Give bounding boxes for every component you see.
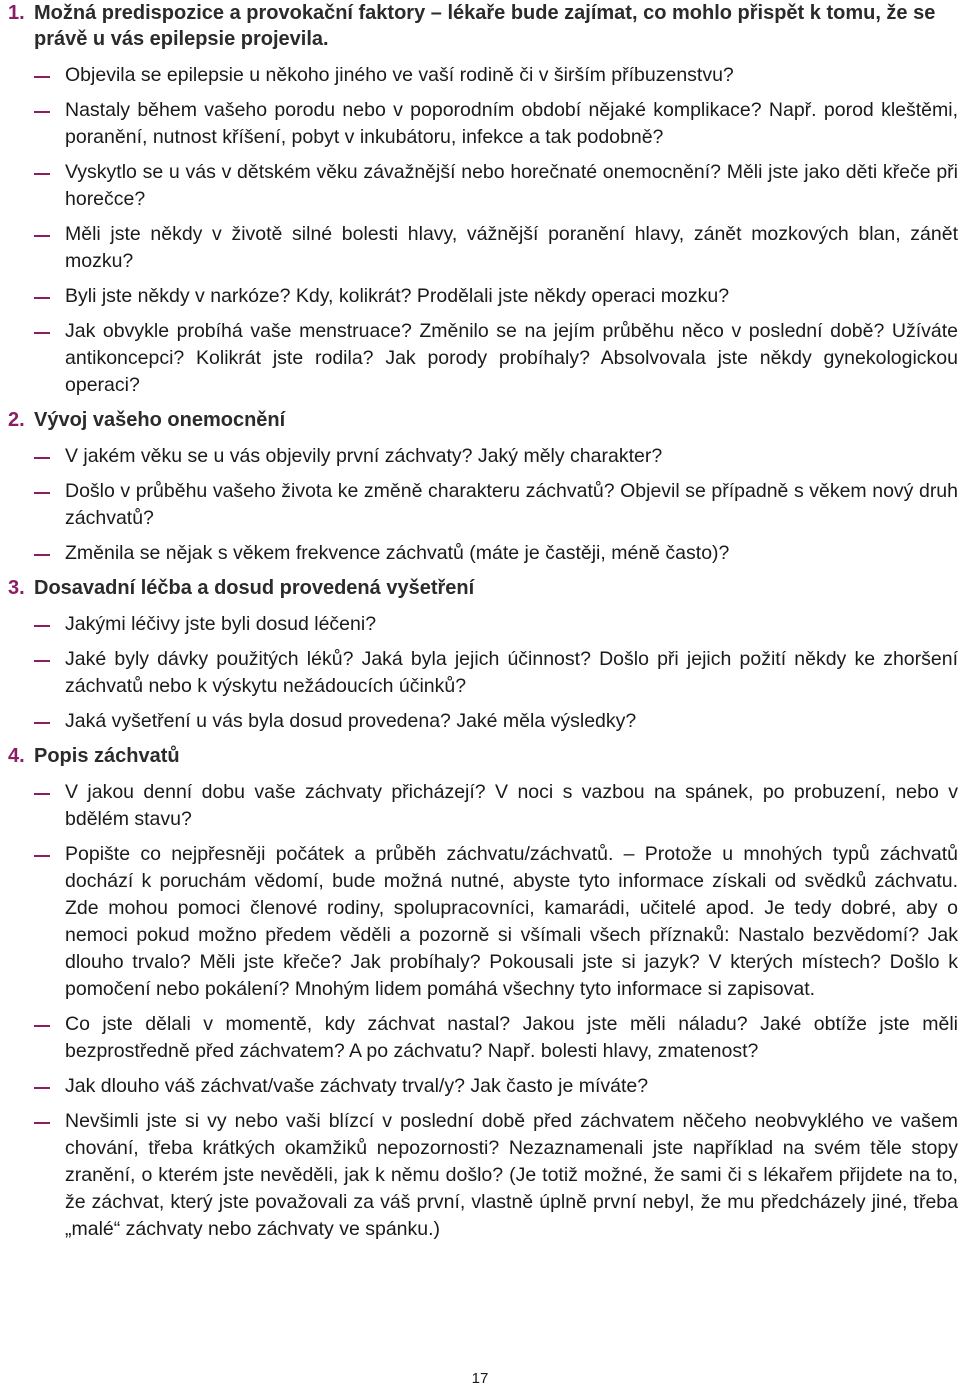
- list-item: [8, 221, 958, 275]
- list-item: [8, 841, 958, 1003]
- dash-bullet-icon: [8, 97, 65, 124]
- dash-bullet-icon: [8, 318, 65, 345]
- dash-bullet-icon: [8, 159, 65, 186]
- dash-bullet-icon: [8, 283, 65, 310]
- list-item: [8, 540, 958, 567]
- list-item-text: Nevšimli jste si vy nebo vaši blízcí v poslední době před záchvatem něčeho neobvyklého ve vašem chování, třeba krátkých okamžiků nepozornosti? Nezaznamenali jste například na svém těle stopy zranění, o kterém jste nevěděli, jak k němu došlo? (Je totiž možné, že sami či s lékařem přijdete na to, že záchvat, který jste považovali za váš první, vlastně úplně první nebyl, že mu předcházely jiné, třeba „malé“ záchvaty nebo záchvaty ve spánku.): [65, 1110, 958, 1240]
- list-item-text: V jakém věku se u vás objevily první záchvaty? Jaký měly charakter?: [65, 445, 663, 467]
- list-item-text: Vyskytlo se u vás v dětském věku závažnější nebo horečnaté onemocnění? Měli jste jako děti křeče při horečce?: [65, 161, 958, 210]
- list-item-text: Popište co nejpřesněji počátek a průběh záchvatu/záchvatů. – Protože u mnohých typů záchvatů dochází k poruchám vědomí, bude možná nutné, abyste tyto informace získali od svědků záchvatu. Zde mohou pomoci členové rodiny, spolupracovníci, kamarádi, učitelé apod. Je tedy dobré, aby o nemoci pokud možno předem věděli a pozorně si všímali všech příznaků: Nastalo bezvědomí? Jak dlouho trvalo? Měli jste křeče? Jak probíhaly? Pokousali jste si jazyk? V kterých místech? Došlo k pomočení nebo pokálení? Mnohým lidem pomáhá všechny tyto informace si zapisovat.: [65, 843, 958, 1000]
- list-item-text: Jak obvykle probíhá vaše menstruace? Změnilo se na jejím průběhu něco v poslední době? Užíváte antikoncepci? Kolikrát jste rodila? Jak porody probíhaly? Absolvovala jste někdy gynekologickou operaci?: [65, 320, 958, 396]
- section-2: [8, 407, 958, 567]
- list-item-text: Objevila se epilepsie u někoho jiného ve vaší rodině či v širším příbuzenstvu?: [65, 64, 734, 86]
- list-item-text: Jak dlouho váš záchvat/vaše záchvaty trval/y? Jak často je míváte?: [65, 1075, 649, 1097]
- dash-bullet-icon: [8, 779, 65, 806]
- list-item: [8, 779, 958, 833]
- section-number: 3.: [8, 577, 25, 599]
- section-number: 4.: [8, 745, 25, 767]
- dash-bullet-icon: [8, 1108, 65, 1135]
- list-item-text: Jaké byly dávky použitých léků? Jaká byla jejich účinnost? Došlo při jejich požití někdy ke zhoršení záchvatů nebo k výskytu nežádoucích účinků?: [65, 648, 958, 697]
- list-item: [8, 1108, 958, 1243]
- dash-bullet-icon: [8, 646, 65, 673]
- dash-bullet-icon: [8, 443, 65, 470]
- list-item-text: Jakými léčivy jste byli dosud léčeni?: [65, 613, 377, 635]
- list-item: [8, 478, 958, 532]
- list-item-text: Měli jste někdy v životě silné bolesti hlavy, vážnější poranění hlavy, zánět mozkových blan, zánět mozku?: [65, 223, 958, 272]
- list-item: [8, 443, 958, 470]
- list-item-text: Změnila se nějak s věkem frekvence záchvatů (máte je častěji, méně často)?: [65, 542, 730, 564]
- page-content: [8, 0, 958, 1251]
- section-1: [8, 0, 958, 399]
- dash-bullet-icon: [8, 708, 65, 735]
- section-title: Popis záchvatů: [34, 745, 180, 767]
- dash-bullet-icon: [8, 62, 65, 89]
- list-item: [8, 283, 958, 310]
- section-heading: [8, 575, 958, 601]
- list-item: [8, 159, 958, 213]
- dash-bullet-icon: [8, 221, 65, 248]
- dash-bullet-icon: [8, 478, 65, 505]
- list-item-text: Co jste dělali v momentě, kdy záchvat nastal? Jakou jste měli náladu? Jaké obtíže jste měli bezprostředně před záchvatem? A po záchvatu? Např. bolesti hlavy, zmatenost?: [65, 1013, 958, 1062]
- dash-bullet-icon: [8, 540, 65, 567]
- dash-bullet-icon: [8, 841, 65, 868]
- list-item: [8, 97, 958, 151]
- list-item-text: Byli jste někdy v narkóze? Kdy, kolikrát? Prodělali jste někdy operaci mozku?: [65, 285, 730, 307]
- section-heading: [8, 0, 958, 52]
- page-number: 17: [471, 1370, 489, 1387]
- dash-bullet-icon: [8, 1011, 65, 1038]
- section-title: Možná predispozice a provokační faktory – lékaře bude zajímat, co mohlo přispět k tomu, že se právě u vás epilepsie projevila.: [34, 2, 936, 50]
- list-item-text: Došlo v průběhu vašeho života ke změně charakteru záchvatů? Objevil se případně s věkem nový druh záchvatů?: [65, 480, 958, 529]
- list-item-text: V jakou denní dobu vaše záchvaty přicházejí? V noci s vazbou na spánek, po probuzení, nebo v bdělém stavu?: [65, 781, 958, 830]
- list-item: [8, 646, 958, 700]
- section-title: Dosavadní léčba a dosud provedená vyšetření: [34, 577, 475, 599]
- list-item: [8, 1073, 958, 1100]
- list-item: [8, 62, 958, 89]
- section-3: [8, 575, 958, 735]
- list-item: [8, 1011, 958, 1065]
- section-4: [8, 743, 958, 1243]
- list-item: [8, 708, 958, 735]
- list-item: [8, 318, 958, 399]
- list-item: [8, 611, 958, 638]
- list-item-text: Jaká vyšetření u vás byla dosud provedena? Jaké měla výsledky?: [65, 710, 637, 732]
- section-heading: [8, 407, 958, 433]
- dash-bullet-icon: [8, 611, 65, 638]
- section-heading: [8, 743, 958, 769]
- section-number: 2.: [8, 409, 25, 431]
- dash-bullet-icon: [8, 1073, 65, 1100]
- list-item-text: Nastaly během vašeho porodu nebo v poporodním období nějaké komplikace? Např. porod kleštěmi, poranění, nutnost kříšení, pobyt v inkubátoru, infekce a tak podobně?: [65, 99, 958, 148]
- section-title: Vývoj vašeho onemocnění: [34, 409, 286, 431]
- section-number: 1.: [8, 2, 25, 24]
